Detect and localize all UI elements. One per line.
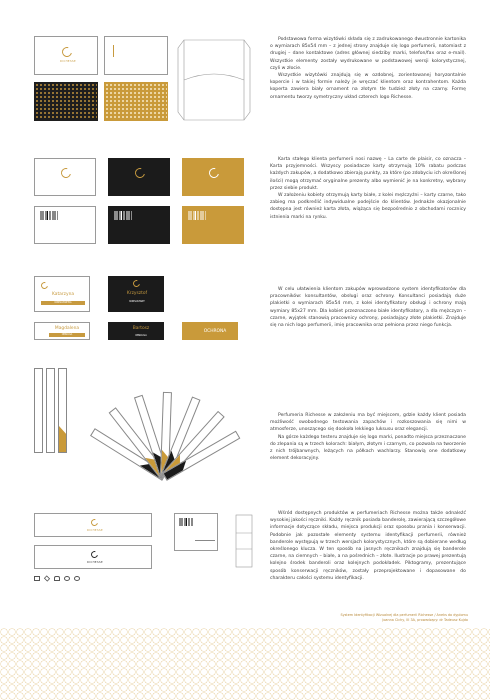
paragraph: Karta stałego klienta perfumerii nosi nazwę – La carte de plaisir, co oznacza – Karta przyjemności. Wszyscy posiadacze karty otrzymują 10% rabatu podczas każdych zakupów, a dodatkowo zbierają punkty, za które (po zdobyciu ich określonej ilości) mogą otrzymać oryginalne prezenty albo wymienić je na konkretny, wybrany przez siebie produkt.: [270, 157, 466, 191]
badge-role: OBSŁUGA: [49, 333, 85, 337]
richesse-logo-icon: [60, 45, 74, 59]
business-card-pattern-gold: [104, 82, 168, 121]
badge-service-female: [34, 322, 90, 340]
richesse-logo-icon: [59, 166, 73, 180]
richesse-logo-icon: [132, 279, 142, 289]
badge-name: Bartosz: [132, 326, 150, 331]
towel-band-front: [34, 513, 152, 537]
badge-role: KONSULTANTKA: [41, 301, 85, 305]
richesse-logo-icon: [133, 166, 147, 180]
towel-band-description: [270, 510, 466, 582]
barcode-icon: [179, 518, 193, 526]
tester-strip-white: [46, 368, 55, 453]
project-caption: [268, 613, 468, 623]
richesse-logo-icon: [90, 518, 100, 528]
business-card-description: [270, 36, 466, 101]
badge-service-male: [108, 322, 164, 340]
loyalty-card-gold-front: [182, 158, 244, 196]
badge-consultant-female: [34, 276, 90, 312]
loyalty-card-white-back: [34, 206, 96, 244]
barcode-icon: [40, 211, 58, 220]
towel-band-back: [34, 545, 152, 569]
brand-name: RICHESSE: [87, 529, 104, 532]
badge-security: [182, 322, 238, 340]
caption-line-2: Joanna Cichy, III 3A, prowadzący: dr Tadeusz Kujdo: [382, 618, 468, 622]
brand-name: RICHESSE: [87, 561, 104, 564]
envelope-template: [176, 34, 252, 126]
paragraph: Perfumeria Richesse w założeniu ma być miejscem, gdzie każdy klient posiada możliwość swobodnego testowania zapachów i rozkoszowania się nimi w atmosferze, unoszącego się dookoła lekkiego luksusu oraz elegancji.: [270, 413, 466, 433]
badge-name: Katarzyna: [51, 292, 75, 297]
loyalty-card-description: [270, 156, 466, 221]
towel-band-template: [232, 513, 256, 569]
tester-strip-gold: [58, 368, 67, 453]
loyalty-card-black-front: [108, 158, 170, 196]
staff-badge-description: [270, 286, 466, 329]
iron-icon: [54, 576, 60, 581]
business-card-front: [34, 36, 98, 75]
richesse-logo-icon: [40, 281, 50, 291]
brand-name: RICHESSE: [60, 60, 77, 63]
paragraph: Podstawowa forma wizytówki składa się z zadrukowanego dwustronnie kartonika o wymiarach 85x54 mm – z jednej strony znajduje się logo perfumerii, natomiast z drugiej – dane kontaktowe (adres głównej siedziby marki, telefon/fax oraz e-mail). Wszystkie elementy zostały wydrukowane w podstawowej wersji kolorystycznej, czyli w złocie.: [270, 37, 466, 71]
badge-role: OCHRONA: [203, 329, 227, 334]
card-label: [59, 183, 60, 186]
badge-consultant-male: [108, 276, 164, 312]
loyalty-card-gold-back: [182, 206, 244, 244]
contact-block: [113, 45, 153, 57]
business-card-pattern-black: [34, 82, 98, 121]
paragraph: W celu ułatwienia klientom zakupów wprowadzono system identyfikatorów dla pracowników: konsultantów, obsługi oraz ochrony. Konsultanci posiadają duże plakietki o wymiarach 85x54 mm, z kolei identyfikatory obsługi i ochrony mają wymiary 85x27 mm. Dla kobiet przeznaczono białe identyfikatory, a dla mężczyzn – czarne, wyjątek stanowią pracownicy ochrony, posiadający złote plakietki. Znajduje się na nich logo perfumerii, imię pracownika oraz pełniona przez niego funkcja.: [270, 287, 466, 329]
tester-description: [270, 412, 466, 462]
richesse-logo-icon: [207, 166, 221, 180]
paragraph: Wszystkie wizytówki znajdują się w ozdobnej, zorientowanej horyzontalnie kopercie i w takiej formie należy je wręczać klientom oraz kontrahentom. Każda koperta zawiera biały ornament na złotym tle tudzież złoty na czarny. Formę ornamentu tworzy symetryczny układ czterech logo Richesse.: [270, 73, 466, 100]
paragraph: Na górze każdego testeru znajduje się logo marki, ponadto miejsca przeznaczone do zlepania są w trzech kolorach: białym, złotym i czarnym, co pozwala na tworzenie z nich trójbarwnych, leżących na półkach wachlarzy. Stanowią one dodatkowy element dekoracyjny.: [270, 434, 466, 462]
business-card-back: [104, 36, 168, 75]
footer-ornament-pattern: [0, 628, 490, 700]
badge-role: OBSŁUGA: [135, 334, 147, 337]
towel-band-info-panel: [174, 513, 218, 551]
badge-name: Magdalena: [54, 326, 80, 331]
tester-strip-white: [34, 368, 43, 453]
paragraph: W założeniu kobiety otrzymują karty białe, z kolei mężczyźni – karty czarne, tako zabieg ma podkreślić indywidualne podejście do klientów. Jednakże okazjonalnie dostępna jest również karta złota, wiążąca się bezpośrednio z obchodami rocznicy istnienia marki na rynku.: [270, 193, 466, 220]
care-text: [195, 540, 215, 548]
loyalty-card-black-back: [108, 206, 170, 244]
badge-role: KONSULTANT: [129, 300, 145, 303]
dry-icon: [64, 576, 70, 581]
barcode-icon: [188, 211, 206, 220]
paragraph: Wśród dostępnych produktów w perfumeriach Richesse można także odnaleźć wysokiej jakości ręczniki. Każdy ręcznik posiada banderolę, zawierającą szczegółowe informacje dotyczące składu, miejsca produkcji oraz sposobu prania i konserwacji. Podobnie jak pozostałe elementy systemu identyfikacji perfumerii, również banderole występują w trzech wersjach kolorystycznych, które są dobierane według określonego klucza. W ten sposób na jasnych ręcznikach znajdują się banderole czarne, na ciemnych – białe, a na pośrednich – złote. Ilustracje po prawej prezentują kolejno środek banderoli oraz kolejnych podokładek. Piktogramy, prezentujące sposób konserwacji ręczników, zostały przeprojektowane i dopasowane do charakteru całości systemu identyfikacji.: [270, 511, 466, 581]
barcode-icon: [114, 211, 132, 220]
caption-line-1: System Identyfikacji Wizualnej dla perfumerii Richesse / Aneks do dyplomu: [340, 613, 468, 617]
badge-name: Krzysztof: [126, 291, 148, 296]
no-dryclean-icon: [74, 576, 80, 581]
richesse-logo-icon: [90, 550, 100, 560]
wash-icon: [34, 576, 40, 581]
loyalty-card-white-front: [34, 158, 96, 196]
bleach-icon: [44, 575, 50, 581]
